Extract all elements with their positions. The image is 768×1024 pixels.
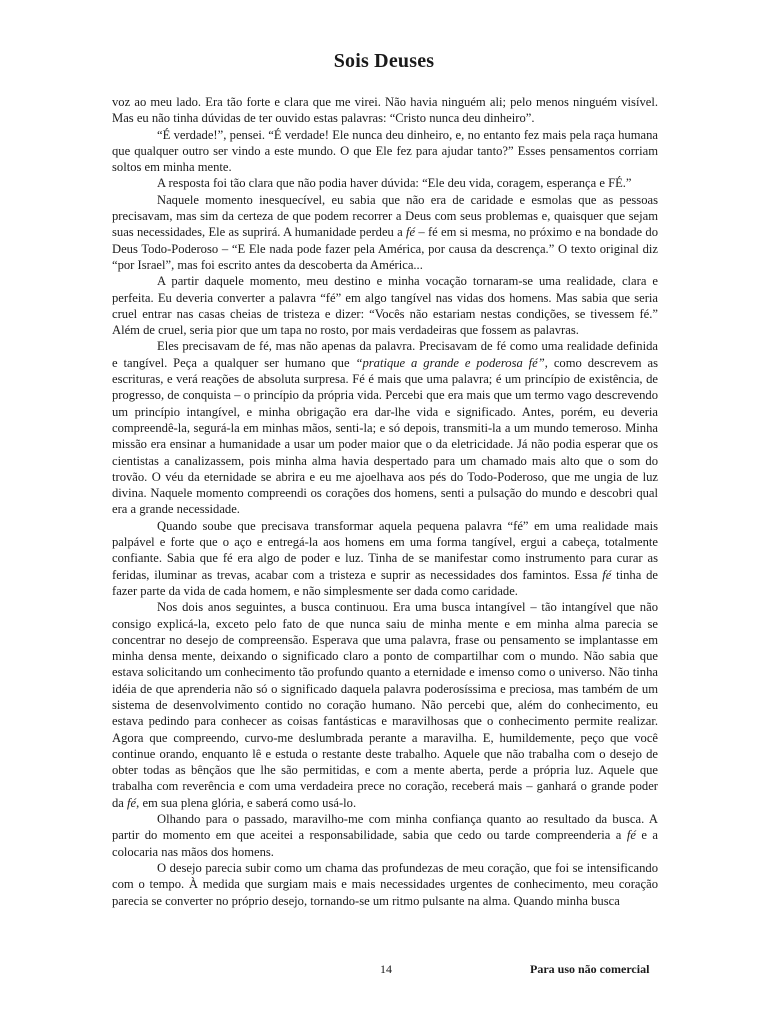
paragraph — [112, 192, 658, 273]
paragraph: “É verdade!”, pensei. “É verdade! Ele nunca deu dinheiro, e, no entanto fez mais pela raça humana que qualquer outro ser vindo a este mundo. O que Ele fez para ajudar tanto?” Esses pensamentos corriam soltos em minha mente. — [112, 127, 658, 175]
page-number: 14 — [380, 962, 392, 976]
paragraph: O desejo parecia subir como um chama das profundezas de meu coração, que foi se intensificando com o tempo. À medida que surgiam mais e mais necessidades urgentes de conhecimento, meu coração parecia se converter no próprio desejo, tornando-se um ritmo pulsante na alma. Quando minha busca — [112, 860, 658, 908]
text-run: , em sua plena glória, e saberá como usá-lo. — [136, 795, 357, 810]
footer-note: Para uso não comercial — [530, 962, 650, 976]
emphasis-text: “pratique a grande e poderosa fé” — [355, 355, 545, 370]
page-title: Sois Deuses — [333, 50, 435, 72]
text-run: tinha de fazer parte da vida de cada homem, e não simplesmente ser dada como caridade. — [112, 567, 658, 598]
text-run: Naquele momento inesquecível, eu sabia que não era de caridade e esmolas que as pessoas precisavam, mas sim da certeza de que podem recorrer a Deus com seus problemas e, quaisquer que sejam suas necessidades, Ele as suprirá. A humanidade perdeu a — [112, 192, 658, 240]
emphasis-text: fé — [127, 795, 137, 810]
text-run: e a colocaria nas mãos dos homens. — [112, 828, 658, 859]
text-run: Nos dois anos seguintes, a busca continuou. Era uma busca intangível – tão intangível que não consigo explicá-la, exceto pelo fato de que nunca saiu de minha mente e em minha alma parecia se concentrar no desejo de compreensão. Esperava que uma palavra, frase ou pensamento se implantasse em minha densa mente, deixando o significado claro a ponto de compartilhar com o mundo. Não sabia que estava solicitando um conhecimento tão profundo quanto a eternidade e imenso como o universo. Não tinha idéia de que aprenderia não só o significado daquela palavra poderosíssima e preciosa, mas também de um sistema de desenvolvimento contido no coração humano. Não percebi que, além do conhecimento, eu estava pedindo para conhecer as coisas fantásticas e maravilhosas que o conhecimento permite realizar. Agora que compreendo, curvo-me deslumbrada perante a maravilha. E, humildemente, peço que você continue orando, enquanto lê e estuda o restante deste trabalho. Aquele que não trabalha com o desejo de obter todas as bênçãos que lhe são permitidas, e com a mente aberta, perde a própria luz. Aquele que trabalha com reverência e com uma verdadeira prece no coração, receberá mais – ganhará o grande poder da — [112, 600, 658, 810]
text-run: Olhando para o passado, maravilho-me com minha confiança quanto ao resultado da busca. A partir do momento em que aceitei a responsabilidade, sabia que cedo ou tarde compreenderia a — [112, 812, 658, 843]
paragraph — [112, 599, 658, 811]
text-run: – fé em si mesma, no próximo e na bondade do Deus Todo-Poderoso – “E Ele nada pode fazer pela América, por causa da descrença.” O texto original diz “por Israel”, mas foi escrito antes da descoberta da América... — [112, 225, 658, 272]
paragraph — [112, 518, 658, 599]
text-run: Eles precisavam de fé, mas não apenas da palavra. Precisavam de fé como uma realidade definida e tangível. Peça a qualquer ser humano que — [112, 339, 658, 370]
text-run: , como descrevem as escrituras, e verá reações de absoluta surpresa. Fé é mais que uma palavra; é um princípio de existência, de progresso, de conquista – o princípio da própria vida. Percebi que era mais que um termo vago descrevendo um princípio intangível, e minha obrigação era dar-lhe vida e significado. Antes, porém, eu deveria compreendê-la, segurá-la em minhas mãos, senti-la; e só depois, transmiti-la a um mundo temeroso. Minha missão era ensinar a humanidade a usar um poder maior que o da eletricidade. Já não podia esperar que os cientistas a canalizassem, pois minha alma havia despertado para um chamado mais alto que o som do trovão. O véu da eternidade se abrira e eu me ajoelhava aos pés do Todo-Poderoso, que me ungia de luz divina. Naquele momento compreendi os corações dos homens, senti a pulsação do mundo e descobri qual era a grande necessidade. — [112, 355, 658, 517]
emphasis-text: fé — [626, 828, 636, 843]
text-run: Quando soube que precisava transformar aquela pequena palavra “fé” em uma realidade mais palpável e forte que o aço e entregá-la aos homens em uma forma tangível, ergui a cabeça, totalmente confiante. Sabia que fé era algo de poder e luz. Tinha de se manifestar como instrumento para curar as feridas, iluminar as trevas, acabar com a tristeza e suprir as necessidades dos famintos. Essa — [112, 518, 658, 582]
emphasis-text: fé — [602, 567, 612, 582]
paragraph: A resposta foi tão clara que não podia haver dúvida: “Ele deu vida, coragem, esperança e FÉ.” — [157, 176, 632, 191]
paragraph: A partir daquele momento, meu destino e minha vocação tornaram-se uma realidade, clara e perfeita. Eu deveria converter a palavra “fé” em algo tangível nas vidas dos homens. Mas sabia que seria cruel entrar nas casas cheias de tristeza e dizer: “Vocês não estariam nestas condições, se tivessem fé.” Além de cruel, seria pior que um tapa no rosto, por mais verdadeiras que fossem as palavras. — [112, 274, 658, 338]
paragraph — [112, 338, 658, 517]
paragraph: voz ao meu lado. Era tão forte e clara que me virei. Não havia ninguém ali; pelo menos ninguém visível. Mas eu não tinha dúvidas de ter ouvido estas palavras: “Cristo nunca deu dinheiro”. — [112, 95, 658, 126]
paragraph — [112, 811, 658, 860]
document-body — [112, 94, 658, 909]
emphasis-text: fé — [406, 225, 416, 240]
